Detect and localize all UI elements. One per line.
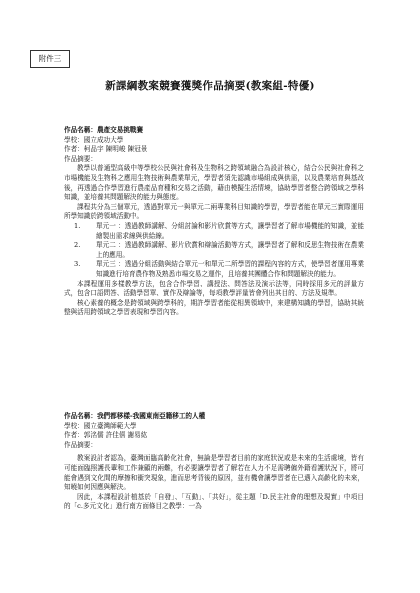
page-title: 新課綱教案競賽獲獎作品摘要(教案組-特優): [105, 80, 315, 92]
list-item-number: 3.: [74, 260, 81, 269]
summary-label: 作品摘要：: [64, 154, 97, 163]
annex-label: 附件三: [30, 50, 70, 68]
work-authors: 作者：郭洺儒 許佳僖 謝易紘: [64, 431, 148, 440]
list-item-number: 2.: [74, 241, 81, 250]
work-school: 學校：國立成功大學: [64, 135, 124, 144]
summary-paragraph: 核心素養的概念是跨領域與跨學科的，期許學習者能從相異領域中，來建構知識的學習，協助其統整與活用跨領域之學習表現和學習內容。: [64, 298, 364, 317]
list-item: [64, 241, 364, 260]
summary-label: 作品摘要：: [64, 440, 97, 449]
summary-paragraph: 因此，本課程設計植基於「自發」、「互動」、「共好」，從主題「D.民主社會的理想及現實」中項目的「c.多元文化」進行南方面條目之教學：一為: [64, 492, 364, 511]
list-item: [64, 222, 364, 241]
work-title: 作品名稱：我們都移樣-我國東南亞籍移工的人權: [64, 412, 206, 420]
list-item-text: 單元一 ：透過教師講解、分組討論和影片欣賞等方式，讓學習者了解市場機能的知識，並能繪製出需求線與供給線。: [96, 221, 364, 240]
list-item-text: 單元三 ：透過分組活動與結合單元一和單元二所學習的課程內容的方式，使學習者運用專業知識進行培育農作物及熟悉市場交易之運作，且培養其團體合作和問題解決的能力。: [96, 260, 364, 278]
work-authors: 作者：柯品宇 陳明峻 陳冠景: [64, 145, 148, 154]
work-title: 作品名稱：農產交易挑戰賽: [64, 126, 144, 134]
summary-paragraph: 教案設計者認為，臺灣面臨高齡化社會，無論是學習者目前的家庭狀況或是未來的生活處境，皆有可能面臨照護長輩和工作兼顧的兩難，有必要讓學習者了解若在人力不足需聘僱外籍看護狀況下，將可能會遇到文化間的摩擦和衝突現象，進而思考背後的原因，並有機會讓學習者在已邁入高齡化的未來，知曉如何因應與解決。: [64, 454, 364, 492]
work-school: 學校：國立臺灣師範大學: [64, 421, 137, 430]
list-item-text: 單元二 ：透過教師講解、影片欣賞和辯論活動等方式，讓學習者了解和反思生物技術在農業上的應用。: [96, 241, 364, 259]
summary-paragraph: 教學以普通型高級中等學校公民與社會科及生物科之跨領域融合為設計核心，結合公民與社會科之市場機能及生物科之應用生物技術與農業單元，學習者須先認識市場組成與供需，以及農業培育與基改後，再透過合作學習進行農產品育種和交易之活動，藉由模擬生活情境，協助學習者整合跨領域之學科知識，並培養其問題解決的能力與態度。: [64, 164, 364, 202]
unit-list: [64, 222, 364, 280]
work-section-2: [64, 412, 364, 512]
work-section-1: [64, 126, 364, 318]
list-item: [64, 260, 364, 279]
summary-paragraph: 課程共分為三個單元，透過對單元一與單元二兩專業科目知識的學習，學習者能在單元三實際運用所學知識於跨領域活動中。: [64, 202, 364, 221]
summary-paragraph: 本課程運用多樣教學方法，包含合作學習、講授法、問答法及演示法等，同時採用多元的評量方式，包含口語問答、活動學習單、實作及辯論等，每項教學評量皆會列出其目的、方法及規準。: [64, 279, 364, 298]
list-item-number: 1.: [74, 221, 81, 230]
